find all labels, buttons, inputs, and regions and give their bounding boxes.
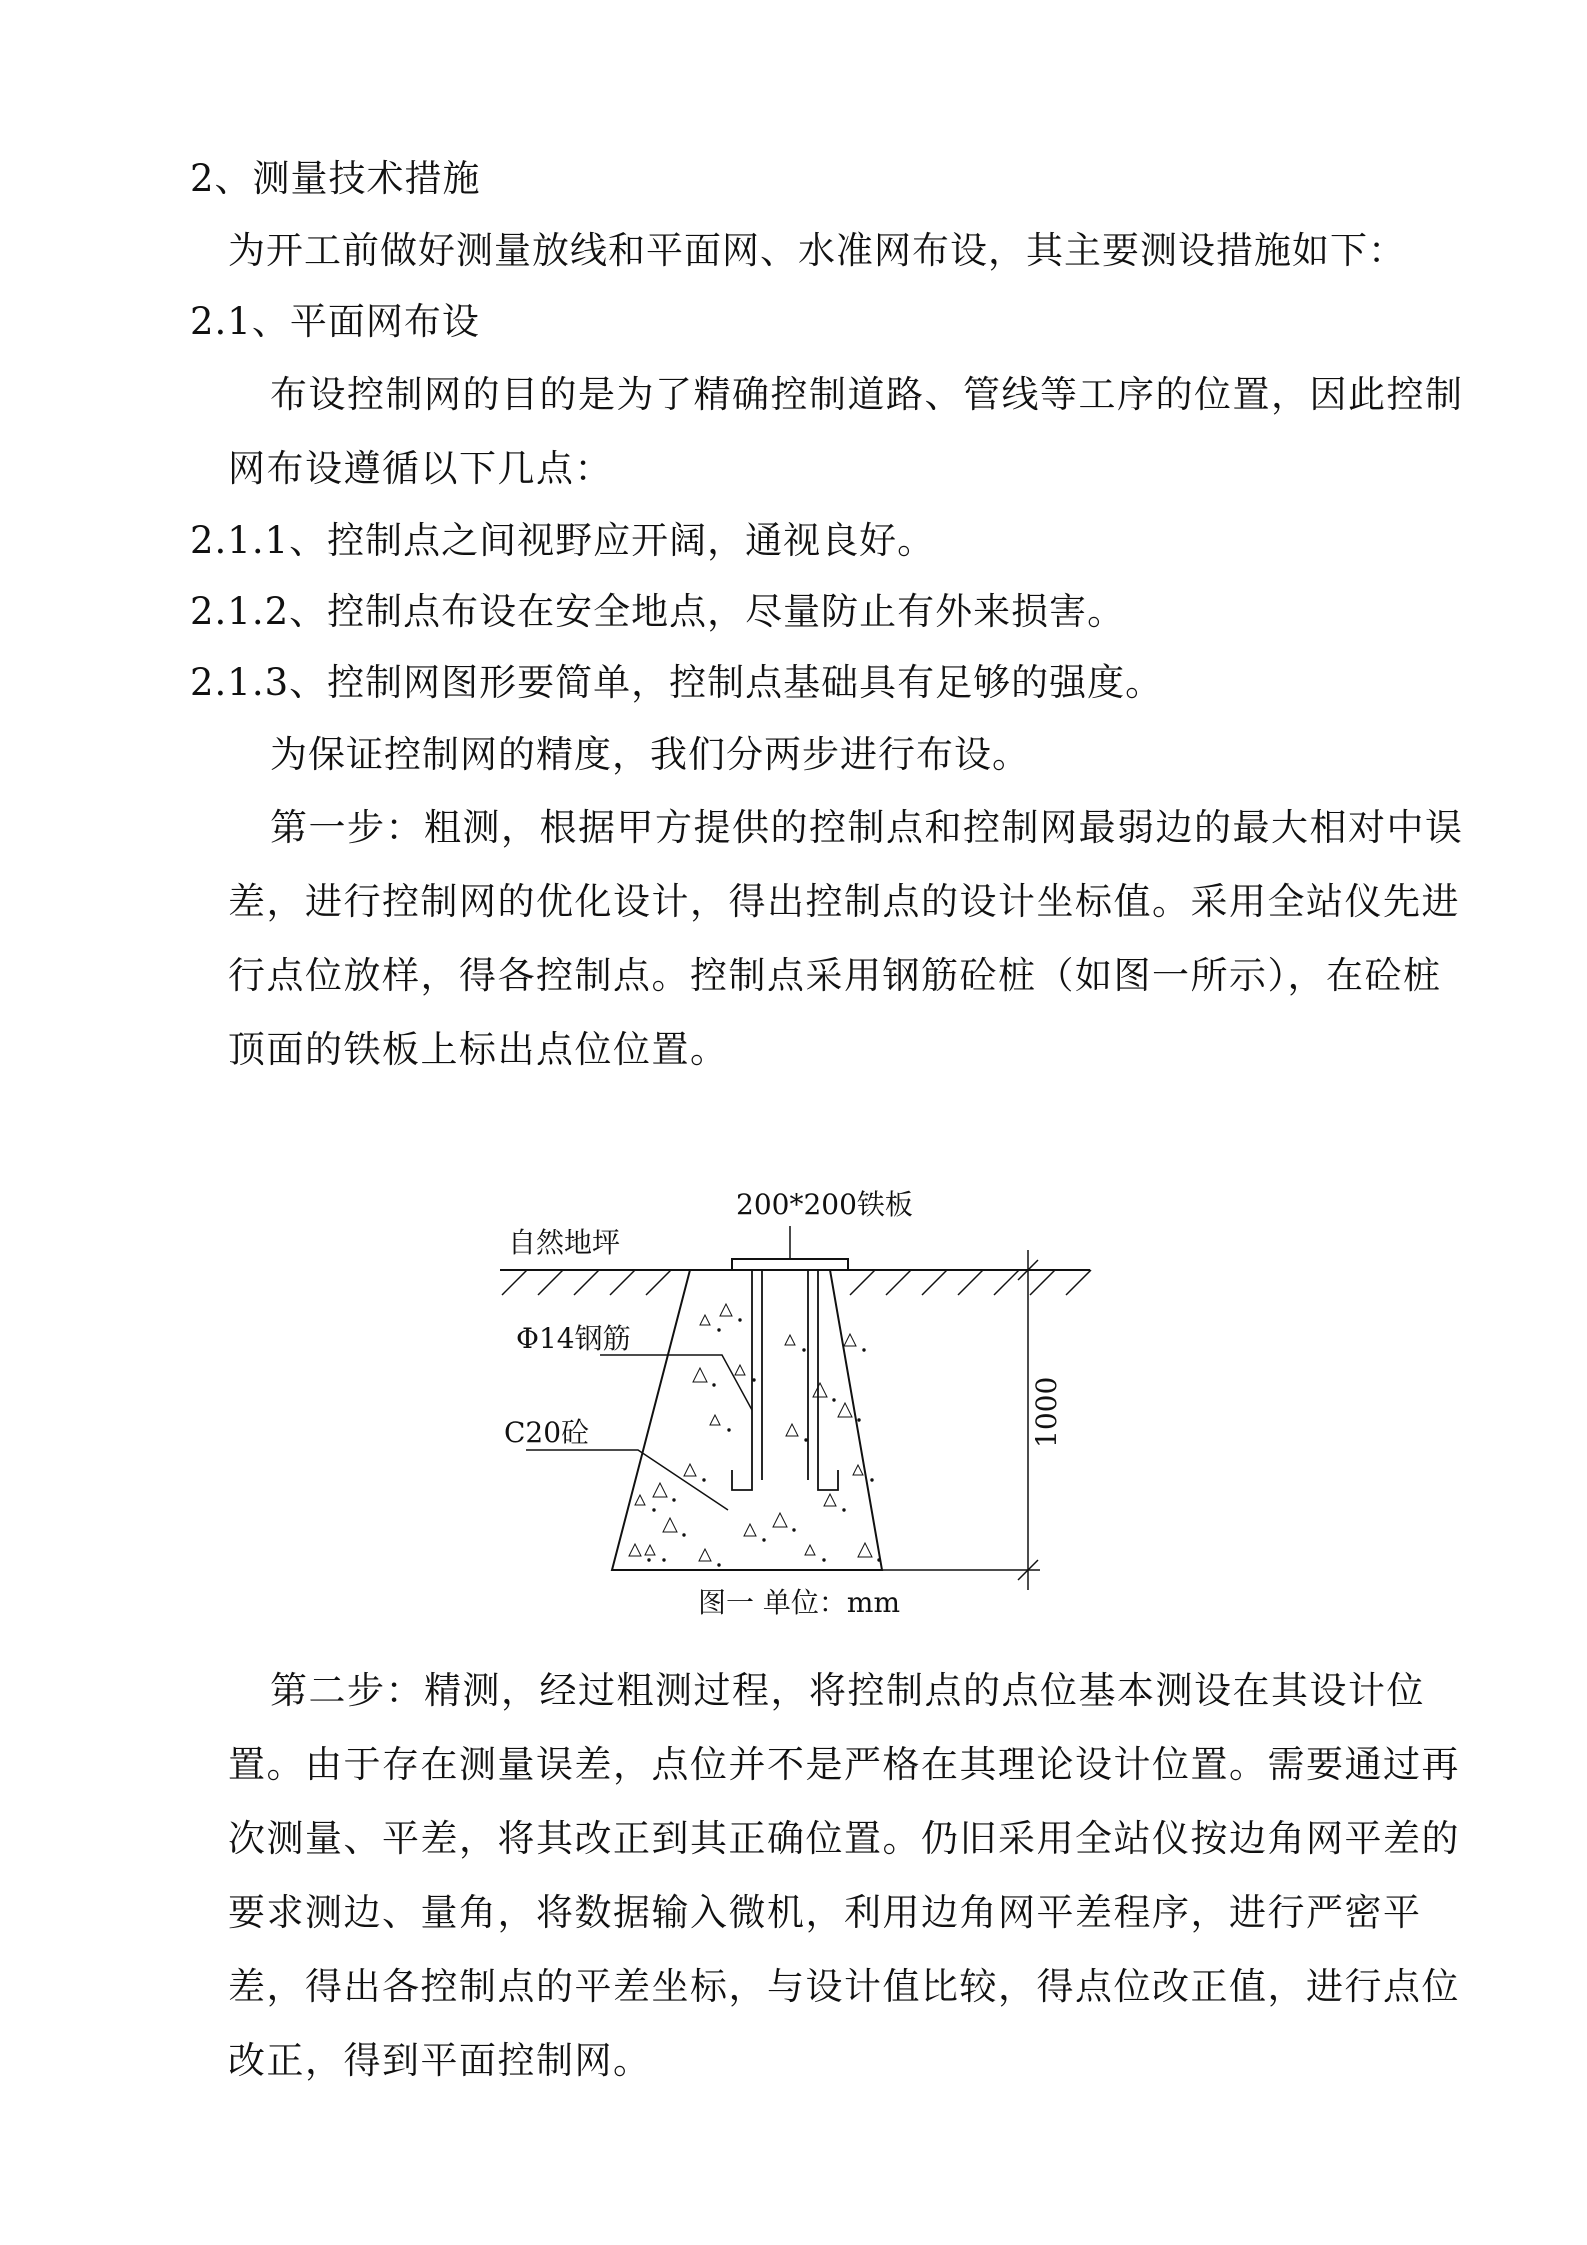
figure-caption: 图一 单位：mm: [698, 1586, 901, 1619]
iron-plate: [732, 1259, 848, 1270]
ground-hatch: [1030, 1270, 1055, 1295]
ground-hatch: [958, 1270, 983, 1295]
plate-label: 200*200铁板: [736, 1188, 913, 1221]
aggregate-dot: [823, 1559, 825, 1561]
aggregate-dot: [683, 1534, 685, 1536]
aggregate-dot: [843, 1509, 845, 1511]
purpose-paragraph: 布设控制网的目的是为了精确控制道路、管线等工序的位置，因此控制网布设遵循以下几点：: [228, 373, 1464, 490]
aggregate-dot: [713, 1384, 715, 1386]
aggregate-dot: [803, 1349, 805, 1351]
ground-hatch: [994, 1270, 1019, 1295]
aggregate-dot: [863, 1349, 865, 1351]
section-intro: 为开工前做好测量放线和平面网、水准网布设，其主要测设措施如下：: [228, 229, 1406, 272]
aggregate-dot: [763, 1539, 765, 1541]
step2-paragraph: 第二步：精测，经过粗测过程，将控制点的点位基本测设在其设计位置。由于存在测量误差，点位并不是严格在其理论设计位置。需要通过再次测量、平差，将其改正到其正确位置。仍旧采用全站仪按边角网平差的要求测边、量角，将数据输入微机，利用边角网平差程序，进行严密平差，得出各控制点的平差坐标，与设计值比较，得点位改正值，进行点位改正，得到平面控制网。: [228, 1669, 1460, 2082]
ground-label: 自然地坪: [508, 1226, 621, 1259]
aggregate-dot: [739, 1319, 741, 1321]
list-item-2: 2.1.2、控制点布设在安全地点，尽量防止有外来损害。: [190, 590, 1126, 633]
aggregate-dot: [718, 1564, 720, 1566]
ground-hatch: [538, 1270, 563, 1295]
concrete-pile: [612, 1270, 882, 1570]
aggregate-mark: [844, 1334, 856, 1346]
aggregate-dot: [858, 1419, 860, 1421]
ground-hatch: [922, 1270, 947, 1295]
two-steps-sentence: 为保证控制网的精度，我们分两步进行布设。: [270, 733, 1030, 776]
list-item-3: 2.1.3、控制网图形要简单，控制点基础具有足够的强度。: [190, 661, 1164, 704]
aggregate-dot: [805, 1439, 807, 1441]
ground-hatch: [886, 1270, 911, 1295]
aggregate-dot: [653, 1509, 655, 1511]
ground-hatch: [850, 1270, 875, 1295]
concrete-label: C20砼: [504, 1416, 590, 1449]
ground-hatch: [610, 1270, 635, 1295]
ground-hatch: [502, 1270, 527, 1295]
aggregate-dot: [673, 1499, 675, 1501]
ground-hatch: [1066, 1270, 1091, 1295]
step1-paragraph: 第一步：粗测，根据甲方提供的控制点和控制网最弱边的最大相对中误差，进行控制网的优化设计，得出控制点的设计坐标值。采用全站仪先进行点位放样，得各控制点。控制点采用钢筋砼桩（如图一所示），在砼桩顶面的铁板上标出点位位置。: [228, 806, 1464, 1071]
ground-hatch: [646, 1270, 671, 1295]
aggregate-dot: [703, 1479, 705, 1481]
aggregate-dot: [878, 1559, 880, 1561]
rebar-label: Φ14钢筋: [516, 1322, 631, 1355]
aggregate-dot: [871, 1479, 873, 1481]
control-pile-diagram: [490, 1170, 1110, 1630]
aggregate-dot: [833, 1399, 835, 1401]
depth-dimension: [882, 1250, 1040, 1590]
aggregate-dot: [663, 1559, 665, 1561]
aggregate-dot: [753, 1379, 755, 1381]
depth-label: 1000: [1030, 1376, 1063, 1448]
aggregate-dot: [648, 1559, 650, 1561]
section-heading: 2、测量技术措施: [190, 157, 481, 200]
aggregate-dot: [793, 1529, 795, 1531]
aggregate-dot: [718, 1329, 720, 1331]
list-item-1: 2.1.1、控制点之间视野应开阔，通视良好。: [190, 519, 936, 562]
subsection-heading: 2.1、平面网布设: [190, 300, 480, 343]
ground-hatch: [574, 1270, 599, 1295]
aggregate-dot: [728, 1429, 730, 1431]
